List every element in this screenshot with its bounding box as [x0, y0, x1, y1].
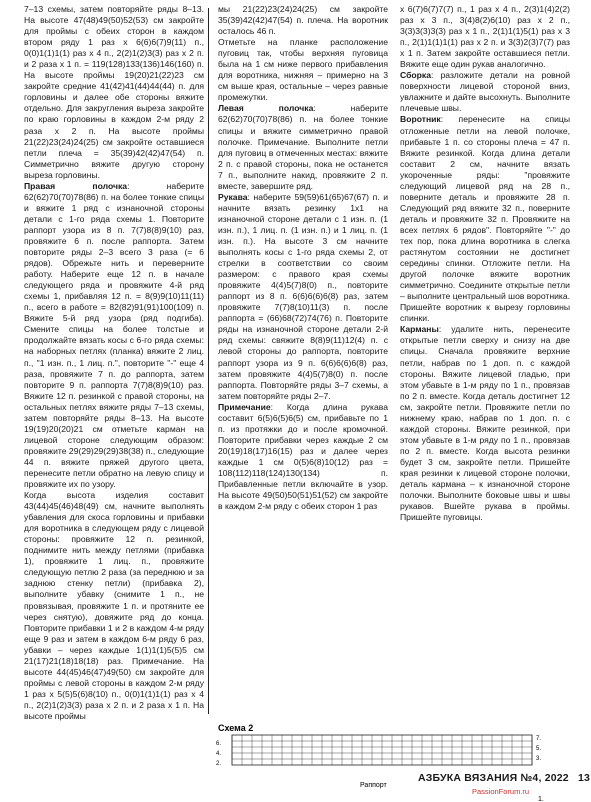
paragraph — [24, 4, 204, 181]
paragraph-text: наберите 59(59)61(65)67(67) п. и начните вязать резинку 1х1 на изнаночной стороне детали с 1 изн. п. (1 изн. п.), 1 лиц. п. (1 изн. п.) и 1 лиц. п. (1 изн. п.). На высоте 3 см начните выполнять косы с 1-го ряда схемы 2, от стрелки в соответствии со своим размером: с правого края схемы провяжите 4(4)5(7)8(0) п., повторите раппорт из 8 п. 6(6)6(6)6(8) раз, затем провяжите 7(7)8(10)11(3) п. после раппорта = (66)68(72)74(76) п. Повторите ряды на изнаночной стороне детали 2-й ряд схемы: свяжите 8(8)9(11)12(4) п. с левой стороны до раппорта, повторите раппорт узора из 9 п. 6(6)6(6)6(8) раз, затем провяжите 4(4)5(7)8(0) п. после раппорта. Повторяйте ряды 3–7 схемы, а затем повторяйте ряды 2–7. — [218, 191, 388, 401]
paragraph: Левая полочка: наберите 62(62)70(70)78(86) п. на более тонкие спицы и вяжите симметрично правой полочке. Примечание. Выполните петли для пуговиц в отмеченных местах: вяжите 2 п. с правой стороны, пока не останется 7 п., выполните накид, провяжите 2 п. вместе, завершите ряд. — [218, 103, 388, 191]
paragraph — [218, 37, 388, 103]
row-number: 3. — [536, 756, 542, 762]
page-number: 13 — [577, 772, 591, 784]
paragraph-text: Отметьте на планке расположение пуговиц так, чтобы верхняя пуговица была на 1 см ниже первого прибавления для воротника, нижняя – примерно на 3 см выше края, остальные – через равные промежутки. — [218, 37, 388, 103]
section-heading: Рукава — [218, 191, 248, 202]
row-number: 2. — [216, 761, 222, 767]
paragraph-text: разложите детали на ровной поверхности лицевой стороной вниз, увлажните и дайте высохнуть. Выполните плечевые швы. — [400, 70, 570, 114]
paragraph-text: мы 21(22)23(24)24(25) см закройте 35(39)42(42)47(54) п. плеча. На воротник осталось 46 п. — [218, 4, 388, 37]
chart-title: Схема 2 — [218, 723, 254, 733]
text-column-1 — [24, 4, 204, 722]
page-footer — [418, 772, 590, 784]
row-number: 7. — [536, 736, 542, 742]
magazine-title: АЗБУКА ВЯЗАНИЯ №4, 2022 — [418, 772, 569, 784]
section-heading: Примечание — [218, 401, 271, 412]
paragraph: Рукава: наберите 59(59)61(65)67(67) п. и начните вязать резинку 1х1 на изнаночной стороне детали с 1 изн. п. (1 изн. п.), 1 лиц. п. (1 изн. п.) и 1 лиц. п. (1 изн. п.). На высоте 3 см начните выполнять косы с 1-го ряда схемы 2, от стрелки в соответствии со своим размером: с правого края схемы провяжите 4(4)5(7)8(0) п., повторите раппорт из 8 п. 6(6)6(6)6(8) раз, затем провяжите 7(7)8(10)11(3) п. после раппорта = (66)68(72)74(76) п. Повторите ряды на изнаночной стороне детали 2-й ряд схемы: свяжите 8(8)9(11)12(4) п. с левой стороны до раппорта, повторите раппорт узора из 9 п. 6(6)6(6)6(8) раз, затем провяжите 4(4)5(7)8(0) п. после раппорта. Повторяйте ряды 3–7 схемы, а затем повторяйте ряды 2–7. — [218, 191, 388, 401]
row-number: 5. — [536, 746, 542, 752]
paragraph: Воротник: перенесите на спицы отложенные петли на левой полочке, прибавьте 1 п. со стороны плеча = 47 п. Вяжите резинкой. Когда длина детали составит 2 см, начните вязать укороченные ряды: "провяжите следующий лицевой ряд на 28 п., поверните деталь и провяжите 28 п. Следующий ряд вяжите 32 п., поверните деталь и провяжите 32 п. Провяжите на всех петлях 6 рядов". Повторяйте "-" до тех пор, пока длина воротника в слегка растянутом состоянии не достигнет середины спинки. Отложите петли. На другой полочке вяжите воротник симметрично. Соедините открытые петли – выполните центральный шов воротника. Пришейте воротник к вырезу горловины спинки. — [400, 114, 571, 324]
paragraph-text: Когда длина рукава составит 6(5)6(5)6(5) см, прибавьте по 1 п. из протяжки до и после кромочной. Повторите прибавки через каждые 2 см 20(19)18(17)16(15) раз и далее через каждые 1 см 0(5)6(8)10(12) раз = 108(112)118(124)130(134) п. Прибавленные петли включайте в узор. На высоте 49(50)50(51)51(52) см закройте в каждом 2-м ряду с обеих сторон 1 раз — [218, 401, 388, 512]
paragraph: Правая полочка: наберите 62(62)70(70)78(86) п. на более тонкие спицы и вяжите 1 ряд с изнаночной стороны детали с 1-го ряда схемы 1. Повторите раппорт узора из 8 п. 7(7)8(8)9(10) раз, провяжите 6 п. после раппорта. Затем повторите ряды 2–3 всего 3 раза (= 6 рядов). Обрежьте нить и переверните работу. Наберите еще 12 п. в начале следующего ряда и провяжите 4-й ряд схемы 1, прибавляя 12 п. = 8(9)9(10)11(11) п., всего в работе = 82(82)91(91)100(109) п. Вяжите 5-й ряд узора (ряд подгиба). Смените спицы на более толстые и продолжайте вязать косы с 6-го ряда схемы: на наборных петлях (планка) вяжите 2 лиц. п., "1 изн. п., 1 лиц. п.", повторите "-" еще 4 раза, провяжите 7 п. до раппорта, затем повторите 9 п. раппорта 7(7)8(8)9(10) раз. Вяжите 12 п. резинкой с правой стороны, на остальных петлях вяжите ряды 7–13 схемы, затем повторяйте ряды 8–13. На высоте 19(19)20(20)21 см отметьте карман на лицевой стороне следующим образом: провяжите 29(29)29(29)38(38) п., следующие 44 п. вяжите пряжей другого цвета, перенесите петли обратно на левую спицу и провяжите их по узору. — [24, 180, 205, 490]
paragraph: Карманы: удалите нить, перенесите открытые петли сверху и снизу на две спицы. Сначала провяжите верхние петли, набрав по 1 доп. п. с каждой стороны. Вяжите лицевой гладью, при этом убавьте в 1-м ряду по 1 п., провязав по 2 п. вместе. Когда деталь достигнет 12 см, закройте петли. Провяжите петли по нижнему краю, набрав по 1 доп. п. с каждой стороны. Вяжите резинкой, при этом убавьте в 1-м ряду по 1 п., провязав по 2 п. вместе. Когда высота резинки будет 3 см, закройте петли. Пришейте края резинки к лицевой стороне полочки, деталь кармана – к изнаночной стороне полочки. Выполните боковые швы и швы рукавов. Вшейте рукава в проймы. Пришейте пуговицы. — [400, 324, 570, 523]
column-divider — [208, 8, 209, 714]
chart-row-labels — [216, 736, 541, 767]
paragraph-text: наберите 62(62)70(70)78(86) п. на более тонкие спицы и вяжите 1 ряд с изнаночной стороны детали с 1-го ряда схемы 1. Повторите раппорт узора из 8 п. 7(7)8(8)9(10) раз, провяжите 6 п. после раппорта. Затем повторите ряды 2–3 всего 3 раза (= 6 рядов). Обрежьте нить и переверните работу. Наберите еще 12 п. в начале следующего ряда и провяжите 4-й ряд схемы 1, прибавляя 12 п. = 8(9)9(10)11(11) п., всего в работе = 82(82)91(91)100(109) п. Вяжите 5-й ряд узора (ряд подгиба). Смените спицы на более толстые и продолжайте вязать косы с 6-го ряда схемы: на наборных петлях (планка) вяжите 2 лиц. п., "1 изн. п., 1 лиц. п.", повторите "-" еще 4 раза, провяжите 7 п. до раппорта, затем повторите 9 п. раппорта 7(7)8(8)9(10) раз. Вяжите 12 п. резинкой с правой стороны, на остальных петлях вяжите ряды 7–13 схемы, затем повторяйте ряды 8–13. На высоте 19(19)20(20)21 см отметьте карман на лицевой стороне следующим образом: провяжите 29(29)29(29)38(38) п., следующие 44 п. вяжите пряжей другого цвета, перенесите петли обратно на левую спицу и провяжите их по узору. — [24, 180, 205, 490]
section-heading: Сборка — [400, 70, 431, 81]
text-column-3 — [400, 4, 570, 523]
row-number: 6. — [216, 741, 222, 747]
row-number: 4. — [216, 751, 222, 757]
paragraph — [24, 490, 204, 722]
paragraph-text: удалите нить, перенесите открытые петли сверху и снизу на две спицы. Сначала провяжите верхние петли, набрав по 1 доп. п. с каждой стороны. Вяжите лицевой гладью, при этом убавьте в 1-м ряду по 1 п., провязав по 2 п. вместе. Когда деталь достигнет 12 см, закройте петли. Провяжите петли по нижнему краю, набрав по 1 доп. п. с каждой стороны. Вяжите резинкой, при этом убавьте в 1-м ряду по 1 п., провязав по 2 п. вместе. Когда высота резинки будет 3 см, закройте петли. Пришейте края резинки к лицевой стороне полочки, деталь кармана – к изнаночной стороне полочки. Выполните боковые швы и швы рукавов. Вшейте рукава в проймы. Пришейте пуговицы. — [400, 324, 570, 523]
paragraph-text: перенесите на спицы отложенные петли на левой полочке, прибавьте 1 п. со стороны плеча = 47 п. Вяжите резинкой. Когда длина детали составит 2 см, начните вязать укороченные ряды: "провяжите следующий лицевой ряд на 28 п., поверните деталь и провяжите 28 п. Следующий ряд вяжите 32 п., поверните деталь и провяжите 32 п. Провяжите на всех петлях 6 рядов". Повторяйте "-" до тех пор, пока длина воротника в слегка растянутом состоянии не достигнет середины спинки. Отложите петли. На другой полочке вяжите воротник симметрично. Соедините открытые петли – выполните центральный шов воротника. Пришейте воротник к вырезу горловины спинки. — [400, 114, 571, 324]
paragraph-text: Когда высота изделия составит 43(44)45(46)48(49) см, начните выполнять убавления для скоса горловины и прибавки для воротника в следующем ряду с лицевой стороны: провяжите 12 п. резинкой, поднимите нить между петлями (прибавка 1), провяжите 1 лиц. п., провяжите следующую петлю 2 раза (за переднюю и за заднюю стенку петли) (прибавка 2), выполните убавку (снимите 1 п., не провязывая, провяжите 1 п. и протяните ее через снятую), довяжите ряд до конца. Повторите прибавки 1 и 2 в каждом 4-м ряду еще 9 раз и затем в каждом 6-м ряду 6 раз, убавки – через каждые 1(1)1(1)5(5)5 см 21(17)21(18)18(18) раз. Примечание. На высоте 44(45)46(47)49(50) см закройте для проймы с левой стороны в каждом 2-м ряду 1 раз х 5(5)5(6)8(10) п., 0(0)1(1)1(1) раз х 4 п., 2(2)1(2)3(3) раза х 2 п. и 2 раза х 1 п. На высоте проймы — [24, 490, 204, 721]
paragraph — [218, 4, 388, 37]
section-heading: Правая полочка — [24, 180, 128, 191]
paragraph: Сборка: разложите детали на ровной поверхности лицевой стороной вниз, увлажните и дайте высохнуть. Выполните плечевые швы. — [400, 70, 570, 114]
text-column-2 — [218, 4, 388, 512]
chart-grid-lines — [232, 735, 532, 765]
paragraph: Примечание: Когда длина рукава составит 6(5)6(5)6(5) см, прибавьте по 1 п. из протяжки до и после кромочной. Повторите прибавки через каждые 2 см 20(19)18(17)16(15) раз и далее через каждые 1 см 0(5)6(8)10(12) раз = 108(112)118(124)130(134) п. Прибавленные петли включайте в узор. На высоте 49(50)50(51)51(52) см закройте в каждом 2-м ряду с обеих сторон 1 раз — [218, 401, 388, 512]
section-heading: Левая полочка — [218, 103, 314, 114]
watermark: PassionForum.ru — [472, 787, 530, 796]
section-heading: Воротник — [400, 114, 441, 125]
row-1-label: 1. — [538, 796, 544, 802]
paragraph-text: х 6(7)6(7)7(7) п., 1 раз х 4 п., 2(3)1(4)2(2) раз х 3 п., 3(4)8(2)6(10) раз х 2 п., 3(3)3(3)3(3) раз х 1 п., 2(1)1(1)5(1) раз х 3 п., 2(1)1(1)1(1) раз х 2 п. и 3(3)2(3)7(7) раз х 1 п. Затем закройте оставшиеся петли. Вяжите еще один рукав аналогично. — [400, 4, 570, 70]
paragraph — [400, 4, 570, 70]
paragraph-text: наберите 62(62)70(70)78(86) п. на более тонкие спицы и вяжите симметрично правой полочке. Примечание. Выполните петли для пуговиц в отмеченных местах: вяжите 2 п. с правой стороны, пока не останется 7 п., выполните накид, провяжите 2 п. вместе, завершите ряд. — [218, 103, 388, 191]
section-heading: Карманы — [400, 324, 439, 335]
raport-label: Раппорт — [360, 782, 387, 789]
paragraph-text: 7–13 схемы, затем повторяйте ряды 8–13. На высоте 47(48)49(50)52(53) см закройте для проймы с обеих сторон в каждом втором ряду 1 раз х 6(6)6(7)9(11) п., 0(0)1(1)1(1) раз х 4 п., 2(2)1(2)3(3) раз х 2 п. и 2 раза х 1 п. = 119(128)133(136)146(160) п. На высоте проймы 19(20)21(22)23 см закройте средние 41(42)41(44)44(44) п. для горловины и далее обе стороны вяжите отдельно. Для закругления выреза закройте по краю горловины в каждом 2-м ряду 2 раза х 2 п. На высоте проймы 21(22)23(24)24(25) см закройте оставшиеся петли плеча = 35(39)42(42)47(54) п. Симметрично вяжите другую сторону выреза горловины. — [24, 4, 204, 180]
